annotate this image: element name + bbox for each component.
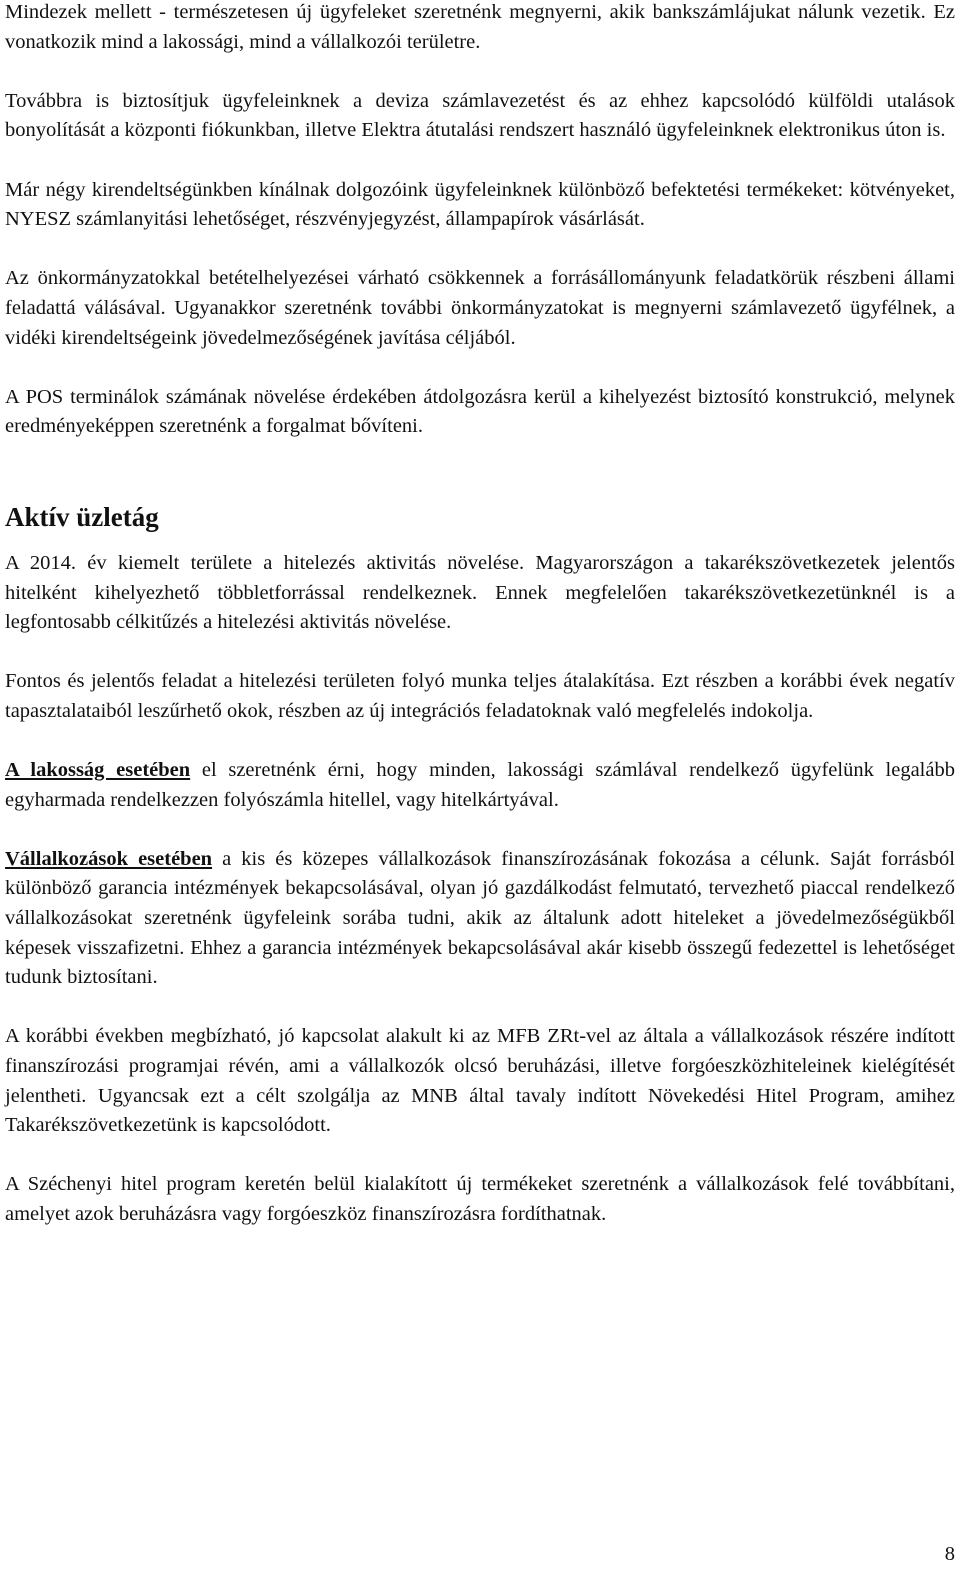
page-number: 8 — [944, 1543, 955, 1565]
enterprises-text: a kis és közepes vállalkozások finanszírozásának fokozása a célunk. Saját forrásból különböző garancia intézmények bekapcsolásával, olyan jó gazdálkodást felmutató, tervezhető piaccal rendelkező vállalkozásokat szeretnénk ügyfeleink sorába tudni, akik az általunk adott hiteleket a jövedelmezőségükből képesek visszafizetni. Ehhez a garancia intézmények bekapcsolásával akár kisebb összegű fedezettel is lehetőséget tudunk biztosítani. — [5, 847, 955, 989]
paragraph-lending-2014: A 2014. év kiemelt területe a hitelezés aktivitás növelése. Magyarországon a takarékszövetkezetek jelentős hitelként kihelyezhető többletforrással rendelkeznek. Ennek megfelelően takarékszövetkezetünknél is a legfontosabb célkitűzés a hitelezési aktivitás növelése. — [5, 551, 955, 634]
paragraph-investment-products: Már négy kirendeltségünkben kínálnak dolgozóink ügyfeleinknek különböző befektetési termékeket: kötvényeket, NYESZ számlanyitási lehetőséget, részvényjegyzést, állampapírok vásárlását. — [5, 178, 955, 231]
paragraph-lending-restructure: Fontos és jelentős feladat a hitelezési területen folyó munka teljes átalakítása. Ezt részben a korábbi évek negatív tapasztalataiból leszűrhető okok, részben az új integrációs feladatoknak való megfelelés indokolja. — [5, 670, 955, 722]
paragraph-retail — [5, 756, 955, 815]
paragraph-pos-terminals: A POS terminálok számának növelése érdekében átdolgozásra kerül a kihelyezést biztosító konstrukció, melynek eredményeképpen szeretnénk a forgalmat bővíteni. — [5, 385, 955, 438]
paragraph-foreign-currency: Továbbra is biztosítjuk ügyfeleinknek a deviza számlavezetést és az ehhez kapcsolódó külföldi utalások bonyolítását a központi fiókunkban, illetve Elektra átutalási rendszert használó ügyfeleinknek elektronikus úton is. — [5, 89, 955, 142]
paragraph-szechenyi: A Széchenyi hitel program keretén belül kialakított új termékeket szeretnénk a vállalkozások felé továbbítani, amelyet azok beruházásra vagy forgóeszköz finanszírozásra fordíthatnak. — [5, 1173, 955, 1225]
document-page — [5, 0, 955, 1230]
section-heading: Aktív üzletág — [5, 501, 159, 532]
paragraph-new-clients: Mindezek mellett - természetesen új ügyfeleket szeretnénk megnyerni, akik bankszámlájukat nálunk vezetik. Ez vonatkozik mind a lakossági, mind a vállalkozói területre. — [5, 1, 955, 53]
enterprises-lead: Vállalkozások esetében — [5, 847, 213, 870]
retail-text: el szeretnénk érni, hogy minden, lakossági számlával rendelkező ügyfelünk legalább egyharmada rendelkezzen folyószámla hitellel, vagy hitelkártyával. — [5, 759, 955, 811]
paragraph-mfb: A korábbi években megbízható, jó kapcsolat alakult ki az MFB ZRt-vel az általa a vállalkozások részére indított finanszírozási programjai révén, ami a vállalkozók olcsó beruházási, illetve forgóeszközhiteleinek kielégítését jelentheti. Ugyancsak ezt a célt szolgálja az MNB által tavaly indított Növekedési Hitel Program, amihez Takarékszövetkezetünk is kapcsolódott. — [5, 1025, 955, 1137]
paragraph-municipalities: Az önkormányzatokkal betételhelyezései várható csökkennek a forrásállományunk feladatkörük részbeni állami feladattá válásával. Ugyanakkor szeretnénk további önkormányzatokat is megnyerni számlavezető ügyfélnek, a vidéki kirendeltségeink jövedelmezőségének javítása céljából. — [5, 267, 955, 349]
paragraph-enterprises — [5, 845, 955, 993]
retail-lead: A lakosság esetében — [5, 759, 191, 782]
